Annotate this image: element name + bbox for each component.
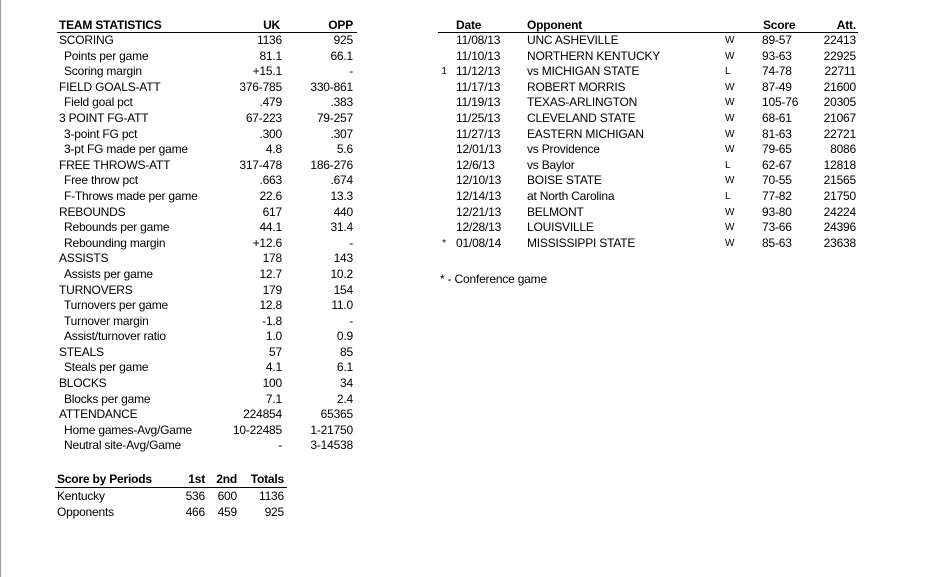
game-result: L — [725, 159, 731, 171]
stat-opp-value: 10.2 — [330, 266, 353, 281]
stat-row — [57, 127, 357, 143]
game-attendance: 22413 — [823, 33, 856, 47]
game-row — [438, 220, 858, 236]
stat-row — [57, 49, 357, 65]
opp-column-header: OPP — [328, 18, 353, 32]
stat-opp-value: 2.4 — [336, 391, 353, 406]
period-first-half: 536 — [185, 489, 205, 503]
game-result: W — [725, 222, 735, 234]
game-row — [438, 236, 858, 252]
stat-uk-value: 4.8 — [265, 142, 282, 157]
stat-label: ATTENDANCE — [59, 407, 138, 422]
game-result: W — [725, 128, 735, 140]
game-opponent: MISSISSIPPI STATE — [527, 235, 636, 250]
game-row — [438, 95, 858, 111]
stat-row — [57, 95, 357, 111]
game-score: 77-82 — [762, 188, 792, 203]
stat-row — [57, 173, 357, 189]
stat-row — [57, 251, 357, 267]
game-date: 11/27/13 — [456, 126, 501, 141]
game-attendance: 23638 — [823, 235, 856, 250]
game-score: 93-63 — [762, 48, 792, 63]
stat-label: BLOCKS — [59, 376, 107, 391]
game-opponent: EASTERN MICHIGAN — [527, 126, 644, 141]
game-opponent: vs Providence — [527, 142, 600, 157]
stat-row — [57, 329, 357, 345]
stat-label: Rebounding margin — [64, 235, 166, 250]
stat-opp-value: .383 — [330, 95, 353, 110]
stat-label: Points per game — [64, 48, 149, 63]
game-opponent: LOUISVILLE — [527, 220, 594, 235]
stat-uk-value: 57 — [269, 344, 282, 359]
stat-uk-value: - — [278, 438, 282, 453]
game-result: W — [725, 81, 735, 93]
stat-label: Rebounds per game — [64, 220, 170, 235]
stat-row — [57, 64, 357, 80]
stat-opp-value: .674 — [330, 173, 353, 188]
stat-label: FIELD GOALS-ATT — [59, 79, 161, 94]
stat-opp-value: 1-21750 — [310, 422, 353, 437]
stat-label: REBOUNDS — [59, 204, 126, 219]
stat-uk-value: .663 — [259, 173, 282, 188]
game-opponent: CLEVELAND STATE — [527, 110, 636, 125]
stat-opp-value: 330-861 — [310, 79, 353, 94]
stat-opp-value: 0.9 — [336, 329, 353, 344]
game-note-mark: 1 — [441, 66, 447, 78]
stat-row — [57, 220, 357, 236]
game-date: 12/01/13 — [456, 142, 502, 157]
game-result: W — [725, 50, 735, 62]
game-attendance: 8086 — [830, 142, 856, 157]
stat-uk-value: 179 — [262, 282, 282, 297]
stat-label: Assists per game — [64, 266, 153, 281]
stat-row — [57, 298, 357, 314]
game-opponent: at North Carolina — [527, 188, 615, 203]
game-opponent: vs MICHIGAN STATE — [527, 64, 640, 79]
stat-row — [57, 33, 357, 49]
opponent-column-header: Opponent — [527, 18, 583, 32]
game-attendance: 24224 — [823, 204, 856, 219]
stat-label: SCORING — [59, 33, 114, 47]
period-team-label: Kentucky — [57, 489, 105, 503]
stat-opp-value: - — [349, 64, 353, 79]
stat-label: ASSISTS — [59, 251, 109, 266]
game-opponent: ROBERT MORRIS — [527, 79, 626, 94]
game-opponent: BELMONT — [527, 204, 584, 219]
attendance-column-header: Att. — [836, 18, 856, 32]
stat-row — [57, 314, 357, 330]
game-date: 12/6/13 — [456, 157, 495, 172]
stat-row — [57, 80, 357, 96]
stat-label: Free throw pct — [64, 173, 138, 188]
game-score: 85-63 — [762, 235, 792, 250]
stat-uk-value: +15.1 — [252, 64, 282, 79]
stat-uk-value: +12.6 — [252, 235, 282, 250]
period-second-half: 600 — [217, 489, 237, 503]
stat-row — [57, 205, 357, 221]
stat-row — [57, 158, 357, 174]
game-score: 89-57 — [762, 33, 792, 47]
stat-label: STEALS — [59, 344, 104, 359]
game-opponent: UNC ASHEVILLE — [527, 33, 619, 47]
game-row — [438, 158, 858, 174]
game-row — [438, 64, 858, 80]
game-date: 11/19/13 — [456, 95, 501, 110]
game-note-mark: * — [442, 237, 446, 249]
stat-uk-value: 617 — [262, 204, 282, 219]
game-date: 11/10/13 — [456, 48, 501, 63]
game-attendance: 21750 — [823, 188, 856, 203]
game-opponent: TEXAS-ARLINGTON — [527, 95, 638, 110]
score-by-periods-rows — [55, 488, 287, 520]
stat-label: F-Throws made per game — [64, 188, 198, 203]
game-row — [438, 33, 858, 49]
stat-uk-value: 317-478 — [239, 157, 282, 172]
game-attendance: 22925 — [823, 48, 856, 63]
stat-label: Blocks per game — [64, 391, 151, 406]
stat-uk-value: .300 — [259, 126, 282, 141]
game-attendance: 21600 — [823, 79, 856, 94]
score-column-header: Score — [763, 18, 796, 32]
stat-opp-value: 186-276 — [310, 157, 353, 172]
game-result: W — [725, 175, 735, 187]
game-score: 87-49 — [762, 79, 792, 94]
game-row — [438, 80, 858, 96]
game-opponent: NORTHERN KENTUCKY — [527, 48, 661, 63]
game-attendance: 24396 — [823, 220, 856, 235]
game-score: 74-78 — [762, 64, 792, 79]
stat-opp-value: 440 — [333, 204, 353, 219]
stat-opp-value: 85 — [340, 344, 353, 359]
stat-uk-value: 7.1 — [265, 391, 282, 406]
stat-label: 3-point FG pct — [64, 126, 138, 141]
stat-label: 3-pt FG made per game — [64, 142, 188, 157]
stat-row — [57, 345, 357, 361]
game-date: 12/10/13 — [456, 173, 502, 188]
stat-uk-value: 4.1 — [265, 360, 282, 375]
game-date: 12/21/13 — [456, 204, 502, 219]
stat-label: FREE THROWS-ATT — [59, 157, 171, 172]
stat-opp-value: 31.4 — [330, 220, 353, 235]
game-row — [438, 205, 858, 221]
stat-uk-value: 67-223 — [245, 110, 282, 125]
game-row — [438, 189, 858, 205]
stat-uk-value: 81.1 — [259, 48, 282, 63]
stat-opp-value: 925 — [333, 33, 353, 47]
game-date: 11/08/13 — [456, 33, 501, 47]
game-score: 105-76 — [762, 95, 799, 110]
stat-row — [57, 267, 357, 283]
stat-row — [57, 438, 357, 454]
team-statistics-header — [57, 18, 357, 33]
stat-opp-value: 34 — [340, 376, 353, 391]
stat-uk-value: 12.7 — [259, 266, 282, 281]
period-total: 1136 — [258, 489, 284, 503]
game-attendance: 20305 — [823, 95, 856, 110]
stat-row — [57, 360, 357, 376]
game-result: L — [725, 190, 731, 202]
stat-opp-value: .307 — [330, 126, 353, 141]
stat-uk-value: 224854 — [243, 407, 282, 422]
game-score: 62-67 — [762, 157, 792, 172]
stat-row — [57, 142, 357, 158]
game-row — [438, 173, 858, 189]
stat-label: Turnovers per game — [64, 298, 169, 313]
score-by-periods-header — [55, 472, 287, 488]
period-team-label: Opponents — [57, 505, 114, 519]
game-attendance: 21067 — [823, 110, 856, 125]
game-score: 79-65 — [762, 142, 792, 157]
stat-row — [57, 376, 357, 392]
period-total: 925 — [264, 505, 284, 519]
stat-uk-value: 178 — [262, 251, 282, 266]
game-result: L — [725, 66, 731, 78]
stat-row — [57, 392, 357, 408]
stat-opp-value: 79-257 — [316, 110, 353, 125]
left-border-line — [0, 0, 1, 577]
game-date: 12/28/13 — [456, 220, 502, 235]
stat-label: Home games-Avg/Game — [64, 422, 193, 437]
score-by-periods-table — [55, 472, 287, 520]
period-first-half: 466 — [185, 505, 205, 519]
stat-uk-value: 12.8 — [259, 298, 282, 313]
game-row — [438, 49, 858, 65]
totals-header: Totals — [250, 472, 284, 486]
game-attendance: 21565 — [823, 173, 856, 188]
stat-opp-value: - — [349, 235, 353, 250]
game-result: W — [725, 35, 735, 46]
game-score: 81-63 — [762, 126, 792, 141]
schedule-table — [438, 18, 858, 251]
stat-row — [57, 236, 357, 252]
stat-opp-value: 154 — [333, 282, 353, 297]
game-result: W — [725, 144, 735, 156]
stat-opp-value: 66.1 — [330, 48, 353, 63]
stat-row — [57, 189, 357, 205]
game-result: W — [725, 206, 735, 218]
stat-label: Assist/turnover ratio — [64, 329, 166, 344]
stat-label: Steals per game — [64, 360, 149, 375]
game-result: W — [725, 237, 735, 249]
stat-label: Scoring margin — [64, 64, 142, 79]
game-score: 93-80 — [762, 204, 792, 219]
stat-label: Turnover margin — [64, 313, 149, 328]
game-result: W — [725, 112, 735, 124]
stat-opp-value: 5.6 — [336, 142, 353, 157]
game-score: 68-61 — [762, 110, 792, 125]
game-opponent: vs Baylor — [527, 157, 575, 172]
game-attendance: 12818 — [823, 157, 856, 172]
stat-opp-value: 65365 — [320, 407, 353, 422]
score-by-periods-title: Score by Periods — [57, 472, 152, 486]
period-row — [55, 504, 287, 520]
stat-opp-value: 11.0 — [331, 298, 353, 313]
period-row — [55, 488, 287, 504]
team-statistics-rows — [57, 33, 357, 454]
game-attendance: 22721 — [823, 126, 856, 141]
stat-uk-value: 1136 — [256, 33, 282, 47]
stat-opp-value: 3-14538 — [310, 438, 353, 453]
game-row — [438, 127, 858, 143]
stat-uk-value: 22.6 — [259, 188, 282, 203]
first-half-header: 1st — [188, 472, 205, 486]
stat-uk-value: 10-22485 — [232, 422, 282, 437]
stat-label: Neutral site-Avg/Game — [64, 438, 181, 453]
team-statistics-title: TEAM STATISTICS — [59, 18, 162, 32]
stat-label: 3 POINT FG-ATT — [59, 110, 149, 125]
game-date: 11/17/13 — [456, 79, 501, 94]
game-score: 73-66 — [762, 220, 792, 235]
team-statistics-table — [57, 18, 357, 454]
stat-label: Field goal pct — [64, 95, 133, 110]
stat-opp-value: 13.3 — [330, 188, 353, 203]
stat-row — [57, 423, 357, 439]
second-half-header: 2nd — [216, 472, 237, 486]
period-second-half: 459 — [217, 505, 237, 519]
game-score: 70-55 — [762, 173, 792, 188]
stat-uk-value: -1.8 — [262, 313, 282, 328]
game-date: 01/08/14 — [456, 235, 502, 250]
game-row — [438, 142, 858, 158]
stat-uk-value: 376-785 — [239, 79, 282, 94]
stat-opp-value: 6.1 — [336, 360, 353, 375]
date-column-header: Date — [456, 18, 482, 32]
stat-row — [57, 283, 357, 299]
game-opponent: BOISE STATE — [527, 173, 602, 188]
schedule-header — [438, 18, 858, 33]
stat-uk-value: 1.0 — [265, 329, 282, 344]
stat-row — [57, 111, 357, 127]
stat-opp-value: - — [349, 313, 353, 328]
game-date: 11/25/13 — [456, 110, 501, 125]
stat-uk-value: 100 — [262, 376, 282, 391]
stat-opp-value: 143 — [333, 251, 353, 266]
uk-column-header: UK — [263, 18, 280, 32]
stat-uk-value: .479 — [259, 95, 282, 110]
stat-row — [57, 407, 357, 423]
conference-footnote: * - Conference game — [440, 272, 547, 286]
game-date: 12/14/13 — [456, 188, 502, 203]
stat-uk-value: 44.1 — [259, 220, 282, 235]
game-date: 11/12/13 — [456, 64, 501, 79]
game-attendance: 22711 — [824, 64, 856, 79]
game-result: W — [725, 97, 735, 109]
game-row — [438, 111, 858, 127]
schedule-rows — [438, 33, 858, 251]
stat-label: TURNOVERS — [59, 282, 133, 297]
